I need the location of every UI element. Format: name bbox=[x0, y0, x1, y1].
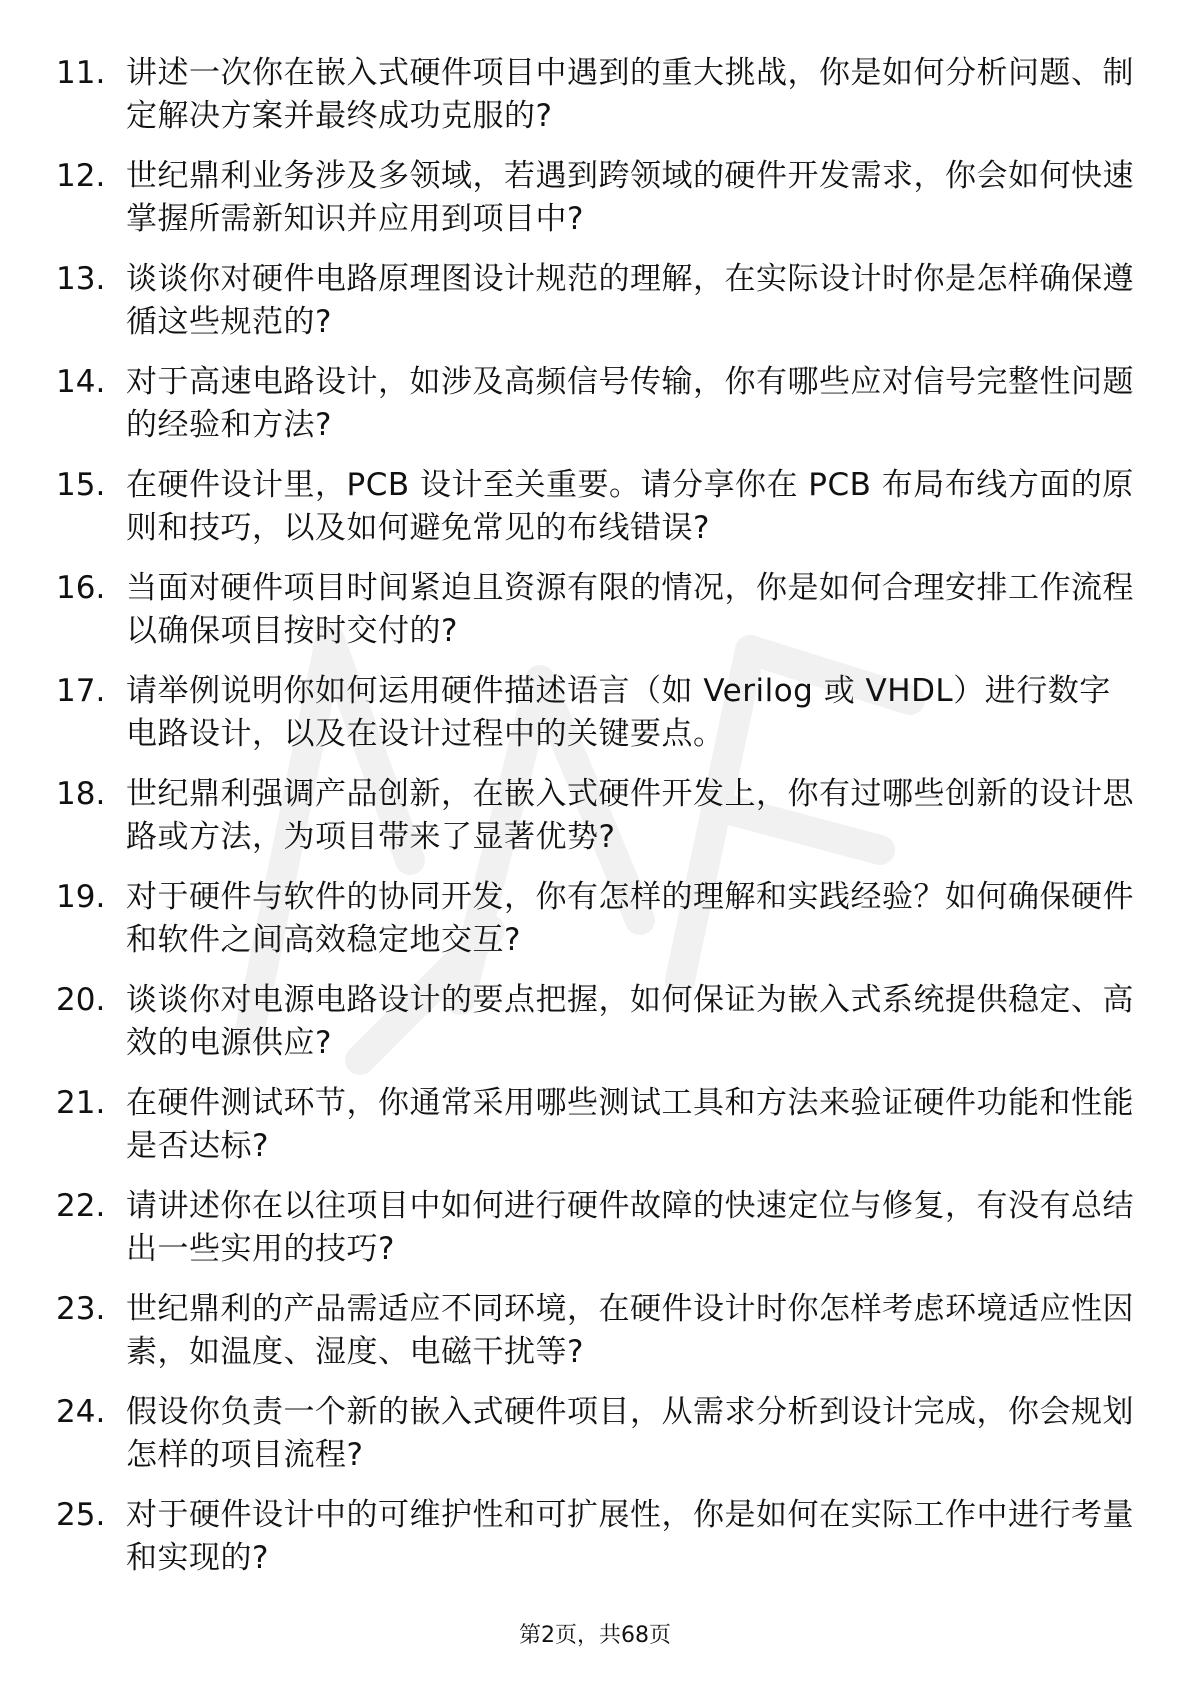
question-text: 对于硬件设计中的可维护性和可扩展性，你是如何在实际工作中进行考量和实现的? bbox=[126, 1497, 1134, 1576]
question-text: 世纪鼎利强调产品创新，在嵌入式硬件开发上，你有过哪些创新的设计思路或方法，为项目带来了显著优势? bbox=[126, 776, 1134, 855]
question-text: 谈谈你对硬件电路原理图设计规范的理解，在实际设计时你是怎样确保遵循这些规范的? bbox=[126, 261, 1134, 340]
question-item bbox=[56, 52, 1136, 155]
question-text: 在硬件设计里，PCB 设计至关重要。请分享你在 PCB 布局布线方面的原则和技巧，以及如何避免常见的布线错误? bbox=[126, 467, 1134, 546]
question-text: 对于高速电路设计，如涉及高频信号传输，你有哪些应对信号完整性问题的经验和方法? bbox=[126, 364, 1134, 443]
question-text: 当面对硬件项目时间紧迫且资源有限的情况，你是如何合理安排工作流程以确保项目按时交付的? bbox=[126, 570, 1134, 649]
question-number: 22. bbox=[56, 1188, 106, 1224]
question-number: 14. bbox=[56, 364, 106, 400]
question-item bbox=[56, 773, 1136, 876]
page-number-footer: 第2页，共68页 bbox=[519, 1623, 671, 1648]
question-number: 25. bbox=[56, 1497, 106, 1533]
question-text: 假设你负责一个新的嵌入式硬件项目，从需求分析到设计完成，你会规划怎样的项目流程? bbox=[126, 1394, 1134, 1473]
question-text: 世纪鼎利的产品需适应不同环境，在硬件设计时你怎样考虑环境适应性因素，如温度、湿度、电磁干扰等? bbox=[126, 1291, 1134, 1370]
question-item bbox=[56, 979, 1136, 1082]
question-number: 16. bbox=[56, 570, 106, 606]
question-item bbox=[56, 1494, 1136, 1597]
question-text: 对于硬件与软件的协同开发，你有怎样的理解和实践经验？如何确保硬件和软件之间高效稳定地交互? bbox=[126, 879, 1134, 958]
question-item bbox=[56, 670, 1136, 773]
question-text: 世纪鼎利业务涉及多领域，若遇到跨领域的硬件开发需求，你会如何快速掌握所需新知识并应用到项目中? bbox=[126, 158, 1134, 237]
question-number: 17. bbox=[56, 673, 106, 709]
question-item bbox=[56, 1082, 1136, 1185]
question-text: 讲述一次你在嵌入式硬件项目中遇到的重大挑战，你是如何分析问题、制定解决方案并最终成功克服的? bbox=[126, 55, 1134, 134]
question-number: 11. bbox=[56, 55, 106, 91]
question-number: 23. bbox=[56, 1291, 106, 1327]
question-number: 20. bbox=[56, 982, 106, 1018]
question-item bbox=[56, 1288, 1136, 1391]
question-item bbox=[56, 155, 1136, 258]
question-number: 19. bbox=[56, 879, 106, 915]
question-item bbox=[56, 1185, 1136, 1288]
question-item bbox=[56, 1391, 1136, 1494]
question-item bbox=[56, 464, 1136, 567]
question-item bbox=[56, 567, 1136, 670]
question-item bbox=[56, 361, 1136, 464]
question-text: 谈谈你对电源电路设计的要点把握，如何保证为嵌入式系统提供稳定、高效的电源供应? bbox=[126, 982, 1134, 1061]
question-number: 13. bbox=[56, 261, 106, 297]
question-item bbox=[56, 258, 1136, 361]
question-text: 在硬件测试环节，你通常采用哪些测试工具和方法来验证硬件功能和性能是否达标? bbox=[126, 1085, 1134, 1164]
question-number: 12. bbox=[56, 158, 106, 194]
question-number: 15. bbox=[56, 467, 106, 503]
question-text: 请举例说明你如何运用硬件描述语言（如 Verilog 或 VHDL）进行数字电路设计，以及在设计过程中的关键要点。 bbox=[126, 673, 1111, 752]
question-number: 24. bbox=[56, 1394, 106, 1430]
question-list bbox=[56, 52, 1136, 1597]
question-text: 请讲述你在以往项目中如何进行硬件故障的快速定位与修复，有没有总结出一些实用的技巧? bbox=[126, 1188, 1134, 1267]
question-item bbox=[56, 876, 1136, 979]
question-number: 21. bbox=[56, 1085, 106, 1121]
question-number: 18. bbox=[56, 776, 106, 812]
